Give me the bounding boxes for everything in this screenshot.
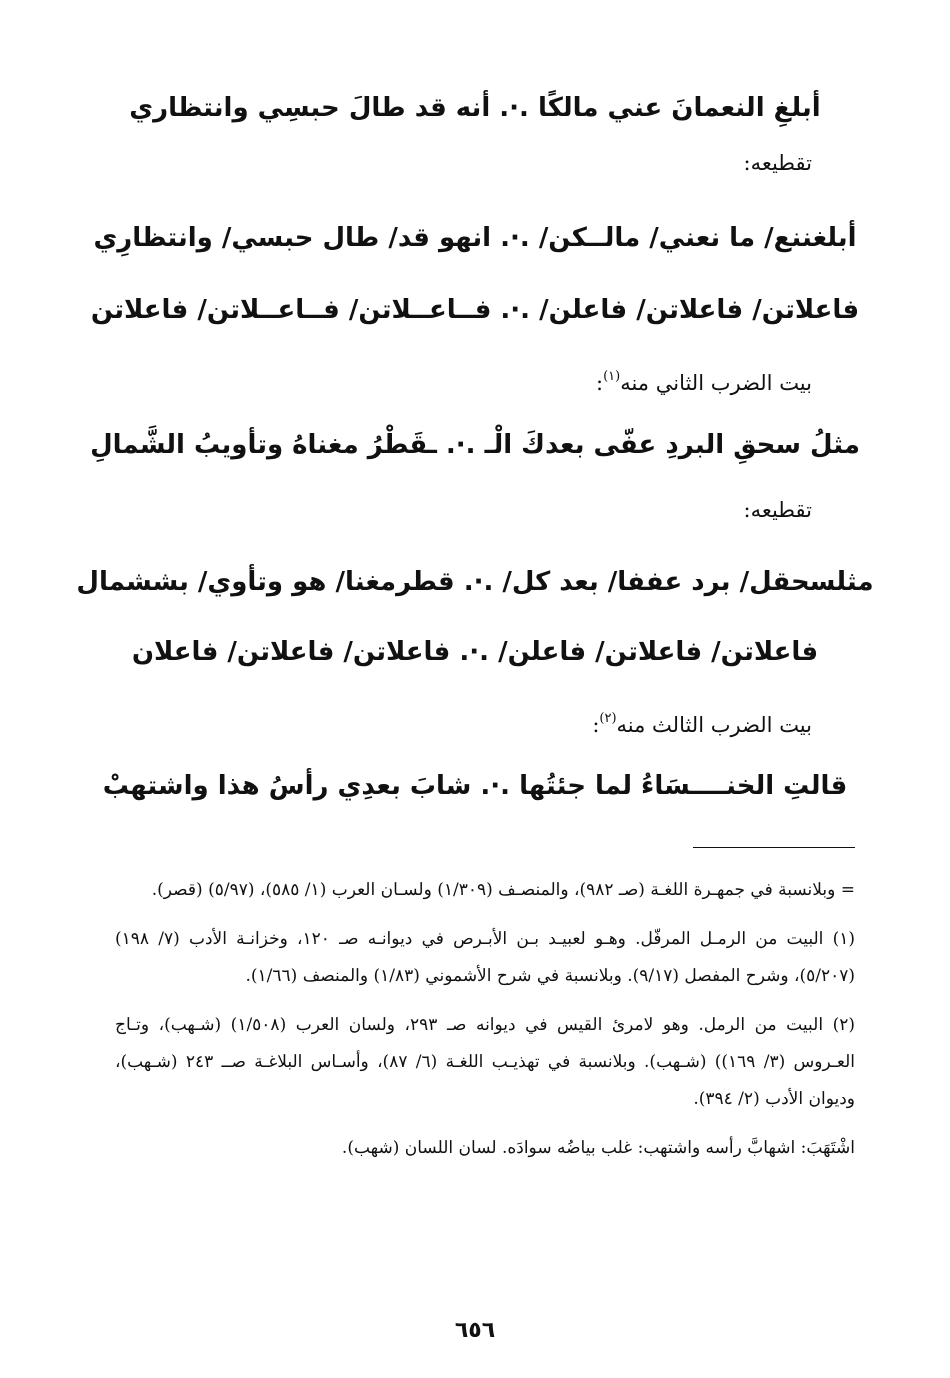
label-taqti-2: تقطيعه: (743, 498, 812, 522)
footnote-gloss: اشْتَهَبَ: اشهابَّ رأسه واشتهب: غلب بياضُه سوادَه. لسان اللسان (شهب). (341, 1138, 855, 1158)
verse-1-poem: أبلغِ النعمانَ عني مالكًا .·. أنه قد طالَ حبسِي وانتظاري (129, 93, 821, 123)
label-taqti-1: تقطيعه: (743, 151, 812, 175)
label-bayt-2-text: بيت الضرب الثاني منه (620, 371, 812, 395)
label-bayt-2 (596, 362, 812, 398)
verse-2-scansion-text: مثلسحقل/ برد عففا/ بعد كل/ .·. قطرمغنا/ هو وتأوي/ بششمال (76, 567, 874, 597)
page-number: ٦٥٦ (454, 1318, 496, 1343)
footnote-1: (١) البيت من الرمـل المرفّل. وهـو لعبيـد بـن الأبـرص في ديوانـه صـ ١٢٠، وخزانـة الأدب (٧/ ١٩٨) (٥/٢٠٧)، وشرح المفصل (٩/١٧). وبلانسبة في شرح الأشموني (١/٨٣) والمنصف (١/٦٦). (115, 929, 855, 986)
footnote-divider (693, 847, 855, 848)
label-bayt-3 (592, 704, 812, 740)
footnotes (115, 872, 855, 1179)
verse-3-poem: قالتِ الخنــــسَاءُ لما جئتُها .·. شابَ بعدِي رأسُ هذا واشتهبْ (102, 771, 848, 801)
label-bayt-3-text: بيت الضرب الثالث منه (616, 713, 812, 737)
verse-1-scansion-meter: فاعلاتن/ فاعلاتن/ فاعلن/ .·. فــاعــلاتن/ فــاعــلاتن/ فاعلاتن (90, 295, 860, 325)
footnote-ref-2: (٢) (599, 711, 617, 726)
label-bayt-3-colon: : (592, 713, 600, 737)
verse-2-scansion-meter: فاعلاتن/ فاعلاتن/ فاعلن/ .·. فاعلاتن/ فاعلاتن/ فاعلان (131, 637, 819, 667)
footnote-continued: = وبلانسبة في جمهـرة اللغـة (صـ ٩٨٢)، والمنصـف (١/٣٠٩) ولسـان العرب (١/ ٥٨٥)، (٥/٩٧) (قصر). (151, 880, 855, 900)
label-bayt-2-colon: : (595, 371, 604, 395)
footnote-ref-1: (١) (603, 369, 621, 384)
footnote-2: (٢) البيت من الرمل. وهو لامرئ القيس في ديوانه صـ ٢٩٣، ولسان العرب (١/٥٠٨) (شـهب)، وتـاج العـروس (٣/ ١٦٩)) (شـهب). وبلانسبة في تهذيـب اللغـة (٦/ ٨٧)، وأسـاس البلاغـة صــ ٢٤٣ (شـهب)، وديوان الأدب (٢/ ٣٩٤). (115, 1015, 855, 1109)
verse-1-scansion-text: أبلغننع/ ما نعني/ مالــكن/ .·. انهو قد/ طال حبسي/ وانتظارِي (93, 223, 857, 253)
verse-2-poem: مثلُ سحقِ البردِ عفّى بعدكَ الْـ .·. ـقَطْرُ مغناهُ وتأويبُ الشَّمالِ (90, 430, 860, 460)
